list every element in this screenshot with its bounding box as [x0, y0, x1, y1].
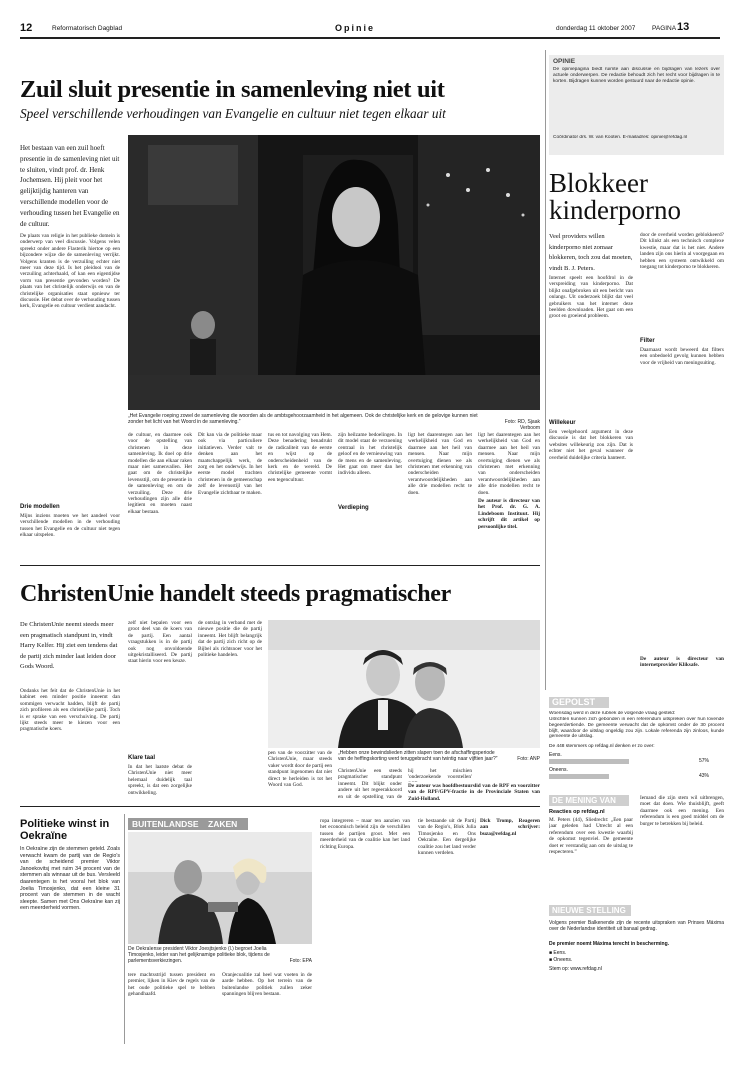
stelling-box — [549, 905, 724, 990]
buitenland-col-5: Dick Tromp, Reageren aan schrijver: buza@refdag.nl — [480, 818, 540, 837]
mening-header — [549, 795, 629, 806]
lead-sub-drie-modellen: Drie modellen — [20, 504, 60, 510]
sidebar-col-2: door de overheid worden geblokkeerd? Dit klinkt als een technisch complexe kwestie, maar dat is het niet. Andere landen zijn ons hierin al voorgegaan en hebben een systeem ontwikkeld om toegang tot kinderporno te blokkeren. — [640, 232, 724, 271]
sidebar-col-2b: Daarnaast wordt beweerd dat filters een onbedoeld gevolg kunnen hebben voor de vrijheid van meningsuiting. — [640, 347, 724, 366]
lead-col-4: tus en tot navolging van Hem. Deze benadering benadrukt de radicaliteit van de eerste en wijst op de onderscheidenheid van de kerk en de wereld. De christelijke gemeente vormt een tegencultuur. — [268, 432, 332, 483]
buitenland-label-b: ZAKEN — [208, 819, 238, 829]
lead-col-3: Dit kan via de politieke maar ook via particuliere initiatieven. Verder valt te denken aan het maatschappelijk werk, de zorg en het onderwijs. In het eerste model trachten christenen in de gemeenschap zelf de levensstijl van het Evangelie zichtbaar te maken. — [198, 432, 262, 496]
gepolst-responses-label: De 448 stemmers op refdag.nl denken er zo over: — [549, 744, 655, 749]
gepolst-box — [549, 697, 724, 787]
second-sub-klare-taal: Klare taal — [128, 755, 156, 761]
ukraine-leaders-image — [128, 832, 312, 944]
gepolst-header — [549, 697, 609, 708]
second-author-note: De auteur was hoofdbestuurslid van de RPF en voorzitter van de RPF/GPV-fractie in de Provinciale Staten van Zuid-Holland. — [408, 783, 540, 801]
lead-intro: Het bestaan van een zuil hoeft presentie in de samenleving niet uit te sluiten, vindt prof. dr. Henk Jochemsen. Hij pleit voor het gelijktijdig hanteren van verschillende modellen voor de verhouding tussen het Evangelie en de cultuur. — [20, 144, 120, 228]
section-name: Opinie — [335, 23, 376, 33]
second-col-2b: In dat het laatste debat de ChristenUnie niet meer helemaal duidelijk taal spreekt, is dat een zorgelijke ontwikkeling. — [128, 764, 192, 796]
stelling-option-1-label: Eens. — [553, 950, 567, 956]
gepolst-option-2-percent: 43% — [699, 773, 710, 779]
sidebar-divider — [545, 50, 546, 690]
lead-headline: Zuil sluit presentie in samenleving niet uit — [20, 76, 445, 103]
lead-photo — [128, 135, 540, 410]
stelling-text: Volgens premier Balkenende zijn de recente uitspraken van Prinses Máxima over de Nederlandse identiteit uit banaal gedrag. — [549, 920, 724, 932]
stelling-label-a: NIEUWE — [552, 906, 584, 915]
lead-col-2: de cultuur, en daarmee ook voor de opstelling van christenen in deze samenleving. Ik doel op drie modellen die aan elkaar raken maar niet samenvallen. Het gaat om de christelijke levensstijl, om de presentie in de samenleving en om de verzuiling. Deze drie verhoudingen zijn alle drie legitiem en moeten naast elkaar bestaan. — [128, 432, 192, 515]
second-col-3: de ontslag in verband met de nieuwe positie die de partij inneemt. Het blijft belangrijk dat de partij zich richt op de Bijbel als richtsnoer voor het politieke handelen. — [198, 620, 262, 659]
lead-col-1b: Mijns inziens moeten we het aandeel voor verschillende modellen in de verhouding tussen het Evangelie en de cultuur niet tegen elkaar uitspelen. — [20, 513, 120, 539]
second-intro: De ChristenUnie neemt steeds meer een pragmatisch standpunt in, vindt Harry Kelfer. Hij ziet een tendens dat de partij zich minder laat leiden door Gods Woord. — [20, 621, 118, 670]
gepolst-option-2-bar — [549, 774, 609, 779]
lead-bottom-rule — [20, 565, 540, 566]
buitenland-col-4: tie bestaande uit de Partij van de Regio's, Blok Julia Timosjenko en Ons Oekraïne. Een dergelijke coalitie zou het land verder kunnen verdelen. — [418, 818, 476, 857]
lead-col-7: ligt het daarentegen aan het werkelijkheid van God en daarmee aan het heil van mensen. Naar mijn overtuiging dienen we als christenen met erkenning van onderscheiden verantwoordelijkheden aan alle drie modellen recht te doen. — [478, 432, 540, 494]
buitenland-photo — [128, 832, 312, 944]
bottom-left-headline: Politieke winst in Oekraïne — [20, 818, 110, 842]
buitenland-header — [128, 818, 248, 830]
lead-col-5: zijn heilzame bedoelingen. In dit model staat de verzoening centraal in het christelijk geloof en de vernieuwing van de mens en de samenleving. Het gaat om meer dan het individu alleen. — [338, 432, 402, 477]
stelling-label-b: STELLING — [586, 906, 626, 915]
second-col-2: zelf niet bepalen voor een groot deel van de koers van de partij. Een aantal vraagstukken is in de partij ook nog onvoldoende uitgekristalliseerd. De partij staat hierin voor een keuze. — [128, 620, 192, 665]
lead-col-6: ligt het daarentegen aan het werkelijkheid van God en daarmee aan het heil van mensen. Naar mijn overtuiging dienen we als christenen met erkenning van onderscheiden verantwoordelijkheden aan alle drie modellen recht te doen. — [408, 432, 472, 496]
sidebar-headline: Blokkeer kinderporno — [549, 168, 681, 225]
stelling-link[interactable]: Stem op: www.refdag.nl — [549, 966, 602, 972]
sidebar-contact: Coördinator drs. W. van Kooten. E-mailadres: opinie@refdag.nl — [553, 135, 688, 140]
second-col-1: Ondanks het feit dat de ChristenUnie in het kabinet een minder positie inneemt dan sommigen verwacht hadden, blijft de partij zich profileren als een christelijke partij. Toch is er sprake van een verschuiving. De partij lijkt steeds meer te kiezen voor een pragmatische koers. — [20, 688, 120, 733]
sidebar-intro-text: Veel providers willen kinderporno niet zomaar blokkeren, toch zou dat moeten, vindt B. J. Peters. — [549, 233, 633, 272]
sidebar-col-1: Internet speelt een hoofdrol in de verspreiding van kinderporno. Dat blijkt onafgebroken uit een bericht van onlangs. Uit onderzoek blijkt dat veel gebruikers van het internet deze beelden downloaden. Het gaat om een groot en groeiend probleem. — [549, 275, 633, 320]
sidebar-intro: De opiniepagina biedt ruimte aan discussie en bijdragen van lezers over actuele onderwerpen. De redactie behoudt zich het recht voor bijdragen in te korten. Bijdragen kunnen worden gestuurd naar de redactie opinie. — [553, 67, 720, 84]
second-bottom-rule — [20, 806, 540, 807]
masthead — [0, 0, 738, 40]
gepolst-label-b: POLST — [565, 697, 596, 707]
lead-photo-caption: „Het Evangelie roeping zowel de samenleving die woorden als de ambtsgehoorzaamheid in het algemeen. Ook de christelijke kerk en de gelovige kunnen niet zonder het licht van het Woord in de samenleving.” — [128, 413, 478, 425]
lead-sub-verdieping: Verdieping — [338, 505, 369, 511]
stelling-header — [549, 905, 631, 916]
second-photo-caption: „Hebben onze bewindslieden zitten slapen toen de afschaffingsperiode van de heffingskorting werd teruggebracht van twintig naar vijftien jaar?” — [338, 750, 498, 762]
sidebar-sub-filter: Filter — [640, 338, 655, 344]
second-col-5: ChristenUnie een steeds pragmatischer standpunt inneemt. Dit blijkt onder andere uit het regeerakkoord en uit de opstelling van de — [338, 768, 402, 800]
politicians-image — [268, 620, 540, 748]
lead-col-1: De plaats van religie in het publieke domein is onderwerp van veel discussie. Volgens velen spreekt onder andere Flasterik hiertoe op een bijzondere wijze die de samenleving verrijkt. Volgens kranten is de verzuiling echter niet meer van deze tijd. Is het pleidooi van de verzuiling achterhaald, of kan een eigentijdse vorm van presentie gevonden worden? De plaats van het christelijk onderwijs en van de christelijke organisaties staat opnieuw ter discussie. Het debat over de verhouding tussen kerk, Evangelie en cultuur verdient aandacht. — [20, 233, 120, 310]
second-headline: ChristenUnie handelt steeds pragmatischer — [20, 581, 452, 607]
stelling-option-2[interactable]: ■ Oneens. — [549, 957, 573, 963]
sidebar-label: OPINIE — [553, 58, 576, 65]
mening-col-1: M. Peters (44), Sliedrecht: „Een paar jaar geleden had Utrecht al een referendum over een kwestie waarbij de opkomst tegenviel. De gemeente doet er verstandig aan om de uitslag te respecteren.” — [549, 817, 633, 856]
buitenland-label-a: BUITENLANDSE — [132, 819, 199, 829]
lead-subhead: Speel verschillende verhoudingen van Evangelie en cultuur niet tegen elkaar uit — [20, 106, 446, 121]
issue-date: donderdag 11 oktober 2007 — [556, 25, 636, 32]
buitenland-col-3: ropa integreren – maar ten aanzien van het economisch beleid zijn de verschillen tussen de partijen groot. Met een meerderheid van de coalitie kan het land richting Europa. — [320, 818, 410, 850]
sidebar-sub-willekeur: Willekeur — [549, 420, 576, 426]
sidebar-author-note: De auteur is directeur van internetprovider Kliksafe. — [640, 656, 724, 669]
sidebar-info-box — [549, 55, 724, 155]
gepolst-option-2-label: Oneens. — [549, 767, 568, 773]
buitenland-col-1: tere machtsstrijd tussen president en premier, lijken in Kiev de regels van de het oude politieke spel te hebben gehandhaafd. — [128, 972, 215, 998]
page-label: PAGINA — [652, 25, 677, 32]
buitenland-photo-credit: Foto: EPA — [289, 958, 312, 964]
gepolst-label-a: GE — [552, 697, 566, 707]
masthead-rule — [20, 37, 720, 39]
second-photo — [268, 620, 540, 748]
mening-label-a: DE — [552, 796, 564, 805]
mening-box — [549, 795, 724, 897]
left-page-number: 12 — [20, 22, 33, 34]
gepolst-question-intro: Woensdag werd in deze rubriek de volgende vraag gesteld: — [549, 711, 676, 716]
mening-subtitle: Reacties op refdag.nl — [549, 809, 605, 815]
street-scene-image — [128, 135, 540, 410]
bottom-left-text: In Oekraïne zijn de stemmen geteld. Zoals verwacht kwam de partij van de Regio's van de scheidend premier Viktor Janoekovitsj met ruim 34 procent van de stemmen als winnaar uit de bus. Versleeld daarentegen is het vooral het blok van Joelia Timosjenko, dat een kleine 31 procent van de stemmen in de wacht sleepte. Samen met Ons Oekraïne kan zij een meerderheid vormen. — [20, 846, 120, 912]
lead-photo-credit: Foto: RD, Sjaak Verboom — [504, 419, 540, 431]
second-photo-credit: Foto: ANP — [517, 756, 540, 762]
mening-label-b: MENING VAN — [565, 796, 616, 805]
paper-name: Reformatorisch Dagblad — [52, 25, 123, 32]
stelling-question: De premier noemt Máxima terecht in bescherming. — [549, 941, 670, 947]
gepolst-option-1-percent: 57% — [699, 758, 710, 764]
gepolst-question: Uitrichten kunnen zich gebonden in een referendum uitspreken over hun lovende begeerdertiende. De gemeente verwacht dat de opkomst onder de 30 procent blijft, waardoor de uitslag ongeldig zou zijn. Lokale referenda zijn zinloos, kunde gemeente de uitslag. — [549, 717, 724, 740]
gepolst-option-1-label: Eens. — [549, 752, 562, 758]
second-col-6: hij het mischien 'onderzoekende voorstellen' — [408, 768, 472, 781]
gepolst-option-1-bar — [549, 759, 629, 764]
buitenland-col-2: Oranjecoalitie zal heel wat voeten in de aarde hebben. Op het terrein van de buitenlandse politiek zullen zeker spanningen blijven bestaan. — [222, 972, 312, 998]
stelling-option-2-label: Oneens. — [553, 957, 573, 963]
stelling-option-1[interactable]: ■ Eens. — [549, 950, 567, 956]
page-number: 13 — [677, 21, 690, 33]
second-col-4: pen van de voorzitter van de ChristenUnie, maar steeds vaker wordt door de partij een standpunt ingenomen dat niet direct te herleiden is tot het Woord van God. — [268, 750, 332, 789]
bottom-divider — [124, 814, 125, 1044]
sidebar-col-1b: Een veelgehoord argument in deze discussie is dat het blokkeren van websites willekeurig zou zijn. Dat is echter niet het geval wanneer de overheid duidelijke criteria hanteert. — [549, 429, 633, 461]
mening-col-2: Iemand die zijn stem wil uitbrengen, moet dat doen. Wie thuisblijft, geeft daarmee ook een mening. Een referendum is een goed middel om de burger te betrekken bij beleid. — [640, 795, 724, 827]
buitenland-caption: De Oekraïense president Viktor Joesjtsjenko (l.) begroet Joelia Timosjenko, leider van het gelijknamige politieke blok, tijdens de parlementsverkiezingen. — [128, 946, 270, 964]
lead-author-note: De auteur is directeur van het Prof. dr. G. A. Lindeboom Instituut. Hij schrijft dit artikel op persoonlijke titel. — [478, 498, 540, 530]
